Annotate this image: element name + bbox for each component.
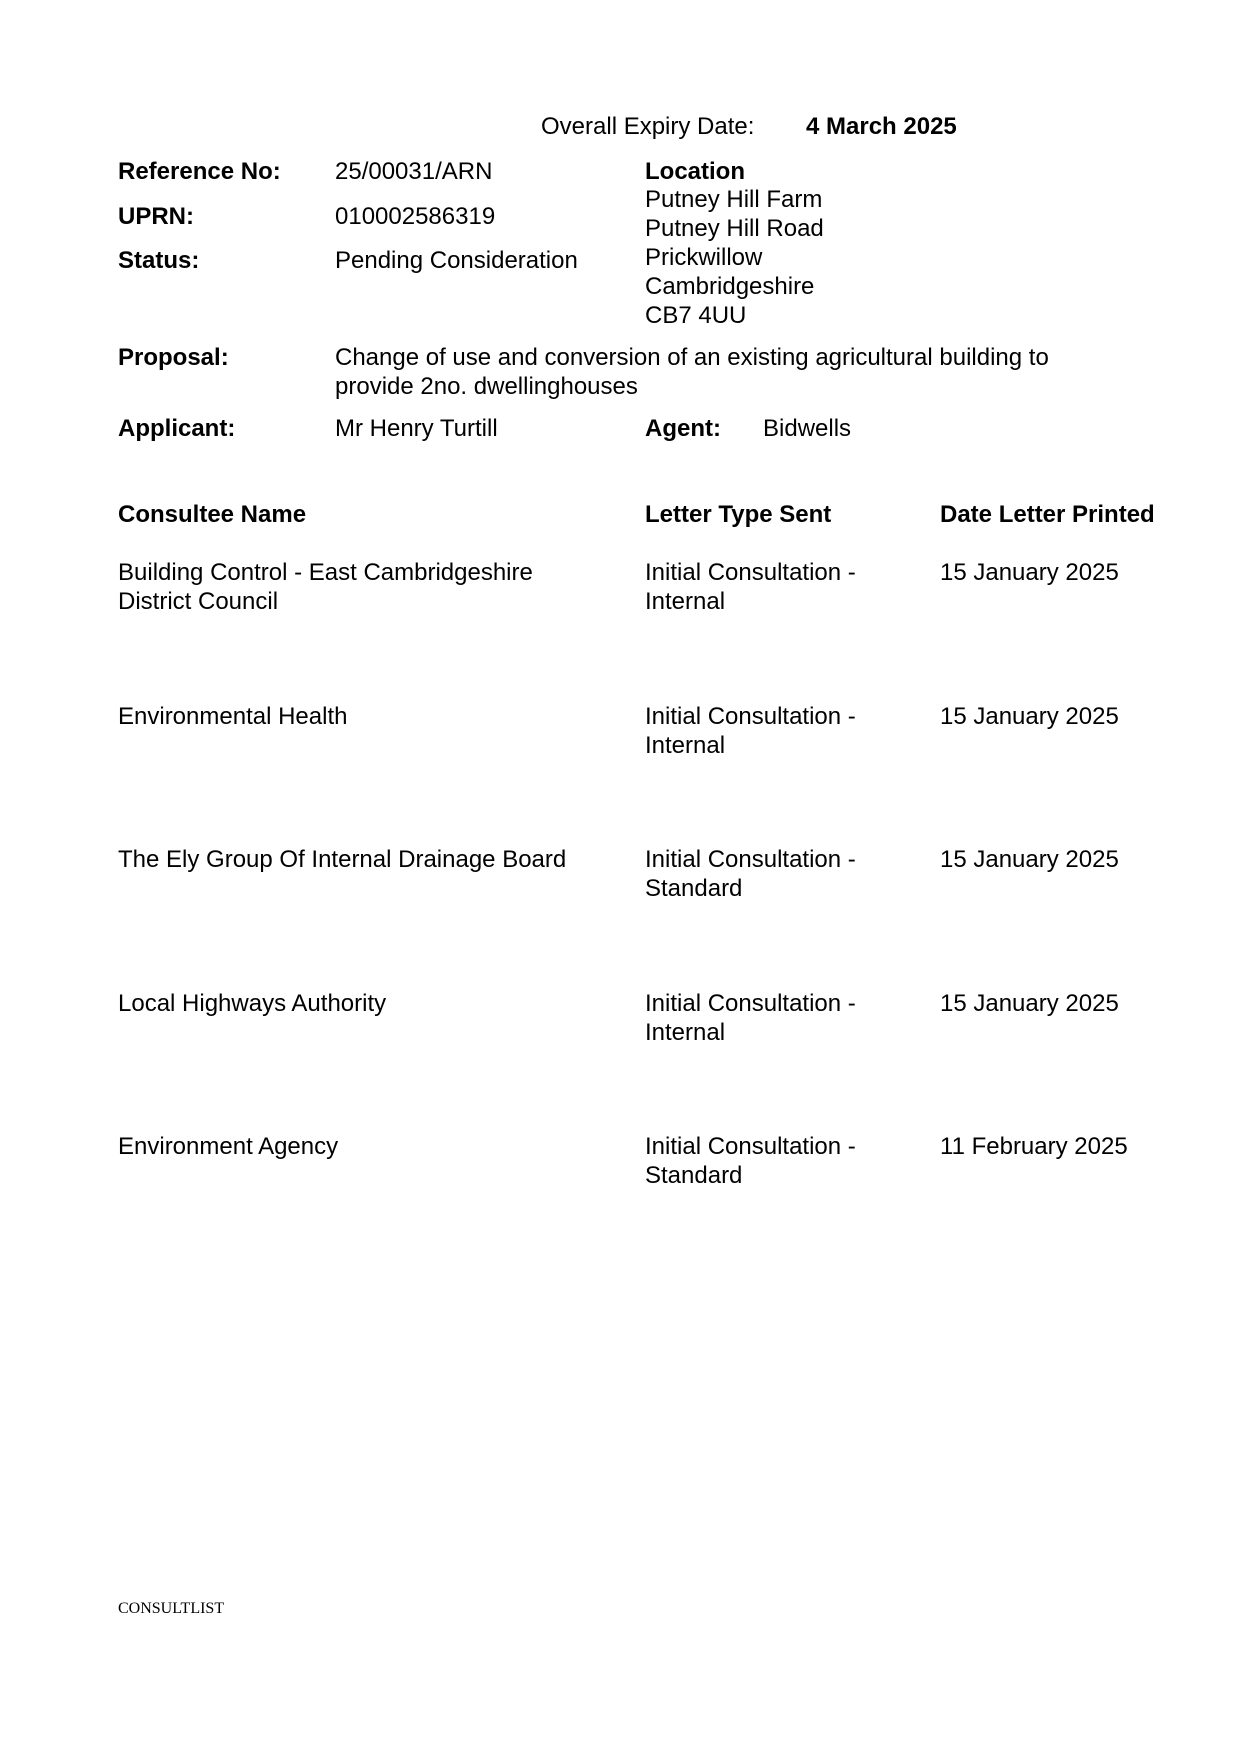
location-line: Cambridgeshire <box>645 273 815 300</box>
date-printed: 15 January 2025 <box>940 703 1119 730</box>
agent-label: Agent: <box>645 415 721 442</box>
consultee-name: Environment Agency <box>118 1133 339 1160</box>
consultee-name: Environmental Health <box>118 703 348 730</box>
location-address <box>645 185 824 330</box>
footer-report-code: CONSULTLIST <box>118 1600 225 1617</box>
letter-type: Initial Consultation - Internal <box>645 703 856 759</box>
column-header-consultee-name: Consultee Name <box>118 501 307 528</box>
status-value: Pending Consideration <box>335 247 578 274</box>
uprn-label: UPRN: <box>118 203 194 230</box>
date-printed: 15 January 2025 <box>940 559 1119 586</box>
location-label: Location <box>645 158 745 185</box>
location-line: Prickwillow <box>645 244 763 271</box>
applicant-label: Applicant: <box>118 415 236 442</box>
proposal-label: Proposal: <box>118 344 229 371</box>
expiry-date-value: 4 March 2025 <box>806 113 957 140</box>
date-printed: 15 January 2025 <box>940 846 1119 873</box>
status-label: Status: <box>118 247 200 274</box>
proposal-value: Change of use and conversion of an existing agricultural building to provide 2no. dwellinghouses <box>335 344 1049 400</box>
location-line: Putney Hill Farm <box>645 186 823 213</box>
letter-type: Initial Consultation - Standard <box>645 846 856 902</box>
date-printed: 11 February 2025 <box>940 1133 1128 1160</box>
date-printed: 15 January 2025 <box>940 990 1119 1017</box>
agent-value: Bidwells <box>763 415 852 442</box>
location-line: CB7 4UU <box>645 302 747 329</box>
letter-type: Initial Consultation - Standard <box>645 1133 856 1189</box>
consultee-name: Local Highways Authority <box>118 990 387 1017</box>
reference-value: 25/00031/ARN <box>335 158 493 185</box>
column-header-date-printed: Date Letter Printed <box>940 501 1155 528</box>
location-line: Putney Hill Road <box>645 215 824 242</box>
consultee-name: Building Control - East Cambridgeshire District Council <box>118 559 533 615</box>
uprn-value: 010002586319 <box>335 203 496 230</box>
column-header-letter-type: Letter Type Sent <box>645 501 832 528</box>
consultee-name: The Ely Group Of Internal Drainage Board <box>118 846 567 873</box>
letter-type: Initial Consultation - Internal <box>645 559 856 615</box>
letter-type: Initial Consultation - Internal <box>645 990 856 1046</box>
applicant-value: Mr Henry Turtill <box>335 415 498 442</box>
reference-label: Reference No: <box>118 158 281 185</box>
expiry-date-label: Overall Expiry Date: <box>541 113 755 140</box>
